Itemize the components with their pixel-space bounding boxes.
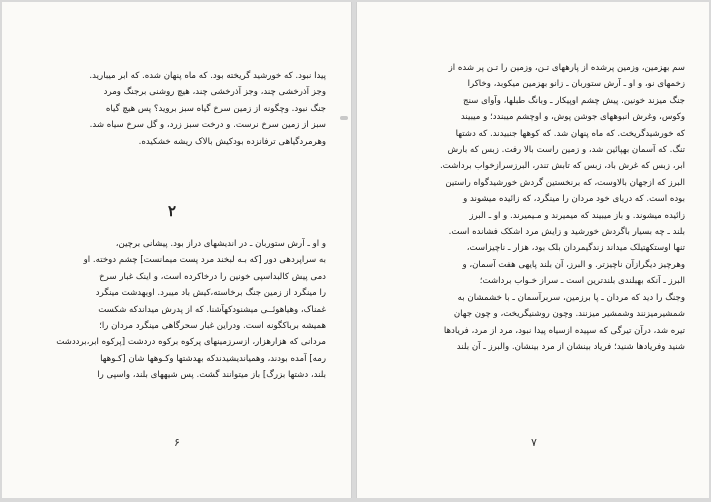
text-line: بوده است. که دریای خود مردان را مینگرد، که زائیده میشوند و [463, 194, 685, 205]
text-line: وهرچیز دیگرازآن ناچیزتر. و البرز، آن بلند پایهی هفت آسمان، و [462, 259, 685, 270]
text-line: بلند ـ چه بسیار باگردش خورشید و زایش مرد اشکک فشانده است. [448, 227, 685, 238]
text-line: که خورشیدگریخت. که ماه پنهان شد. که کوهها جنبیدند. که دشتها [455, 128, 685, 139]
text-line: سم بهزمین، وزمین پرشده از پارههای تـن، وزمین را تـن پر شده از [448, 63, 685, 73]
text-line: ابر، زبس که غرش باد، زبس که تابش تندر، البرزسرازخواب برداشت. [439, 161, 685, 172]
text-line: شمشیرمیزنند وشمشیر میزنند. وچون روشنیگریخت، و چون جهان [453, 309, 685, 320]
right-page [356, 2, 709, 498]
text-line: تنها اوستکهتیلک میداند زندگیمردان بلک بود، هزار ـ ناچیزاست، [466, 243, 685, 254]
text-line: جنگ نبود. وچگونه از زمین سرخ گیاه سبز بروید؟ پس هیچ گیاه [105, 103, 326, 114]
left-bottom-paragraph [26, 236, 326, 384]
text-line: پیدا نبود. که خورشید گریخته بود. که ماه پنهان شده. که ابر میبارید. [89, 71, 326, 81]
text-line: بلند، دشتها بزرگ] باز میتوانند گشت. پس شیههای بلند، واسپی را [97, 370, 326, 381]
left-top-paragraph [26, 68, 326, 150]
text-line: تنگ. که آسمان بهپائین شد، و زمین راست بالا رفت. زبس که بارش [447, 145, 685, 156]
text-line: تیره شد، درآن تیرگی که سپیده ازسیاه پیدا نبود، مرد از مرد، فریادها [443, 325, 685, 336]
text-line: رمه] آمده بودند، وهمیاندیشیدندکه بهدشتها وکـوهها شان [کـوهها [100, 353, 326, 364]
text-line: البرز ـ آنکه بهبلندی بلندترین است ـ سراز خـواب برداشت؛ [479, 276, 685, 287]
text-line: به سراپردهی دور [که بـه لبخند مرد پست میمانست] چشم دوخته. او [83, 255, 326, 266]
text-line: دمی پیش کالبداسپی خونین را درخاکرده است، و اینک غبار سرخ [99, 271, 326, 282]
text-line: وجنگ را دید که مردان ـ پا برزمین، سربرآسمان ـ با خشمشان به [457, 292, 685, 303]
section-number: ۲ [167, 202, 177, 220]
text-line: البرز که ازجهان بالاوست، که برنخستین گردش خورشیدگواه راستین [445, 177, 685, 188]
scan-mark [340, 116, 348, 120]
text-line: سبز از زمین سرخ نرست. و درخت سبز زرد، و گل سرخ سیاه شد. [89, 120, 326, 131]
left-page-number: ۶ [174, 436, 180, 449]
text-line: شنید وفریادها شنید؛ فریاد بینشان از مرد بینشان. والبرز ـ آن بلند [456, 341, 685, 352]
text-line: و او ـ آرش ستوربان ـ در اندیشهای دراز بود. پیشانی برچین، [115, 239, 326, 249]
text-line: وجز آذرخشی چند، وجز آذرخشی چند، هیچ روشنی برجنگ ومرد [103, 87, 326, 98]
text-line: وکوس، وغرش انبوههای جوشن پوش، و اوچشم میبندد؛ و میبیند [460, 112, 685, 123]
text-line: همیشه برباکگونه است. ودراین غبار سحرگاهی مینگرد مردان را؛ [99, 321, 326, 332]
left-page [2, 2, 352, 498]
text-line: زخمهای نو، و او ـ آرش ستوربان ـ زانو بهزمین میکوبد، وخاکرا [467, 79, 685, 90]
text-line: غمناک، وهیاهوئــی میشنودکهآشنا. که از پدرش میداندکه شکست [98, 304, 326, 315]
right-page-number: ۷ [531, 436, 537, 449]
text-line: مردانی که هزارهزار، ازسرزمینهای پرکوه برکوه دردشت [پرکوه ابر،برددشت [56, 337, 326, 348]
text-line: جنگ میزند خونین. پیش چشم اوپیکار ـ وبانگ طبلها، وآوای سنج [463, 95, 685, 106]
text-line: را مینگرد از زمین جنگ برخاسته،کیش باد میبرد. اوبهدشت مینگرد [95, 288, 326, 299]
text-line: زائیده میشوند. و باز میبیند که میمیرند و مـیمیرند. و او ـ البرز [469, 210, 685, 221]
text-line: وهرمردگیاهی ترفانزده بودکیش بالاک ریشه خشکیده. [138, 136, 326, 147]
right-paragraph [385, 60, 685, 355]
